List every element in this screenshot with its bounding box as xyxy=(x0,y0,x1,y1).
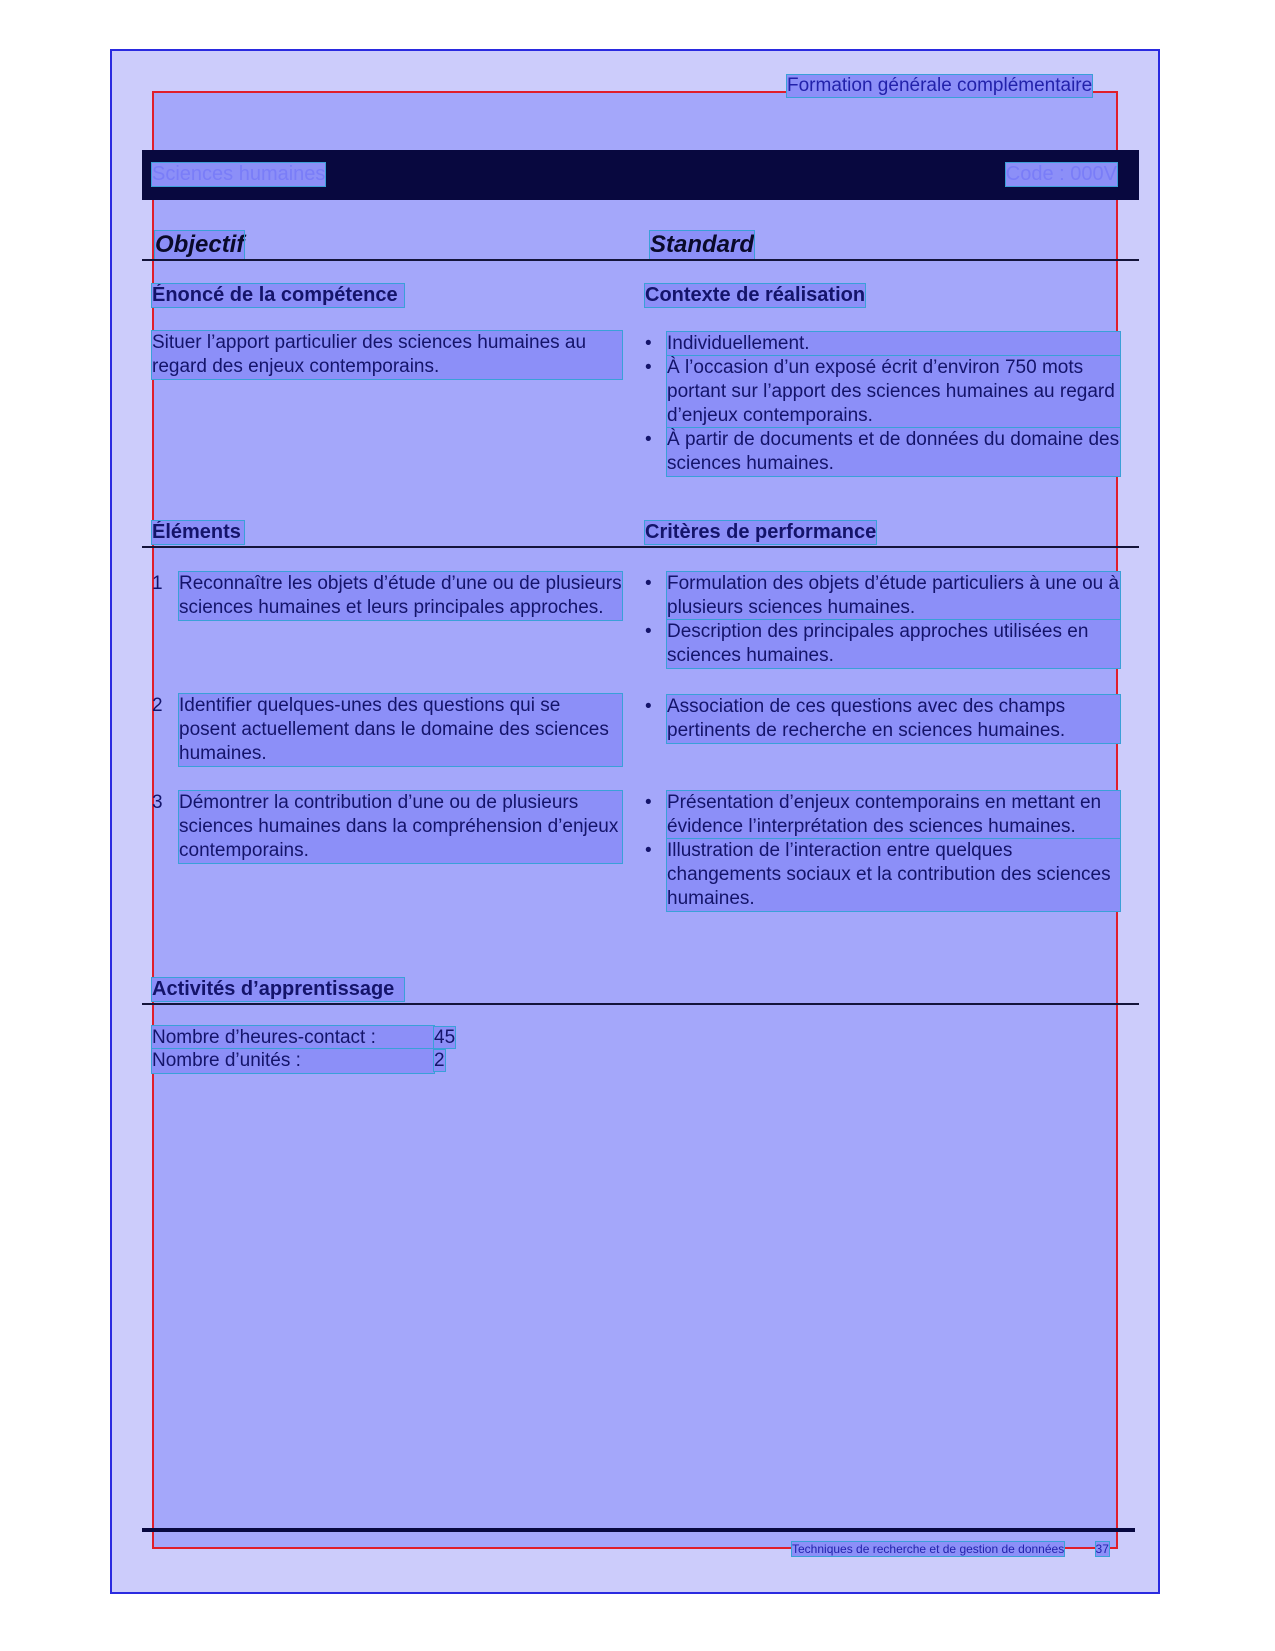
page-number: 37 xyxy=(1095,1542,1109,1556)
bullet: • xyxy=(645,696,652,717)
bullet: • xyxy=(645,840,652,861)
element-criteria-3 xyxy=(645,791,1120,911)
activites-rule xyxy=(142,1003,1139,1005)
objectif-heading: Objectif xyxy=(155,231,245,258)
hours-value: 45 xyxy=(434,1027,456,1048)
units-label: Nombre d’unités : xyxy=(152,1049,434,1073)
list-item xyxy=(645,356,1120,428)
element-row-2 xyxy=(152,694,622,766)
element-row-3 xyxy=(152,791,622,863)
heading-rule xyxy=(142,259,1139,261)
footer-rule xyxy=(142,1528,1135,1532)
element-number: 1 xyxy=(152,573,163,594)
element-text: Reconnaître les objets d’étude d’une ou de plusieurs sciences humaines et leurs principales approches. xyxy=(179,573,622,618)
bullet: • xyxy=(645,573,652,594)
contexte-item-1: Individuellement. xyxy=(667,332,1120,356)
element-row-1 xyxy=(152,572,622,620)
bullet: • xyxy=(645,792,652,813)
contexte-label: Contexte de réalisation xyxy=(645,284,866,306)
criterion: Présentation d’enjeux contemporains en mettant en évidence l’interprétation des sciences humaines. xyxy=(667,791,1120,839)
title-bar xyxy=(142,150,1139,200)
bullet: • xyxy=(645,621,652,642)
element-number: 3 xyxy=(152,792,163,813)
element-number: 2 xyxy=(152,695,163,716)
competence-text: Situer l’apport particulier des sciences humaines au regard des enjeux contemporains. xyxy=(152,331,622,379)
bullet: • xyxy=(645,333,652,354)
running-head: Formation générale complémentaire xyxy=(787,75,1093,96)
element-text: Identifier quelques-unes des questions qui se posent actuellement dans le domaine des sciences humaines. xyxy=(179,694,622,766)
contexte-list xyxy=(645,332,1120,476)
activites-label: Activités d’apprentissage xyxy=(152,978,404,1001)
units-value: 2 xyxy=(434,1050,445,1071)
bullet: • xyxy=(645,357,652,378)
footer-program: Techniques de recherche et de gestion de données xyxy=(792,1542,1065,1556)
element-criteria-2 xyxy=(645,695,1120,743)
standard-heading: Standard xyxy=(650,231,755,258)
elements-rule xyxy=(142,546,1139,548)
course-code: Code : 000V xyxy=(1005,163,1117,185)
list-item xyxy=(645,428,1120,476)
units-row xyxy=(152,1049,472,1073)
contexte-item-2: À l’occasion d’un exposé écrit d’environ 750 mots portant sur l’apport des sciences humaines au regard d’enjeux contemporains. xyxy=(667,356,1120,428)
bullet: • xyxy=(645,429,652,450)
discipline-title: Sciences humaines xyxy=(152,163,326,185)
criterion: Illustration de l’interaction entre quelques changements sociaux et la contribution des sciences humaines. xyxy=(667,839,1120,911)
competence-label: Énoncé de la compétence xyxy=(152,284,404,307)
criterion: Formulation des objets d’étude particuliers à une ou à plusieurs sciences humaines. xyxy=(667,573,1120,618)
element-criteria-1 xyxy=(645,572,1120,668)
footer xyxy=(792,1542,1109,1556)
list-item xyxy=(645,332,1120,356)
criteria-label: Critères de performance xyxy=(645,521,877,543)
hours-label: Nombre d’heures-contact : xyxy=(152,1026,434,1050)
elements-label: Éléments xyxy=(152,521,244,544)
criterion: Association de ces questions avec des champs pertinents de recherche en sciences humaines. xyxy=(667,695,1120,743)
element-text: Démontrer la contribution d’une ou de plusieurs sciences humaines dans la compréhension d’enjeux contemporains. xyxy=(179,791,622,863)
hours-row xyxy=(152,1026,472,1050)
contexte-item-3: À partir de documents et de données du domaine des sciences humaines. xyxy=(667,429,1120,474)
criterion: Description des principales approches utilisées en sciences humaines. xyxy=(667,620,1120,668)
